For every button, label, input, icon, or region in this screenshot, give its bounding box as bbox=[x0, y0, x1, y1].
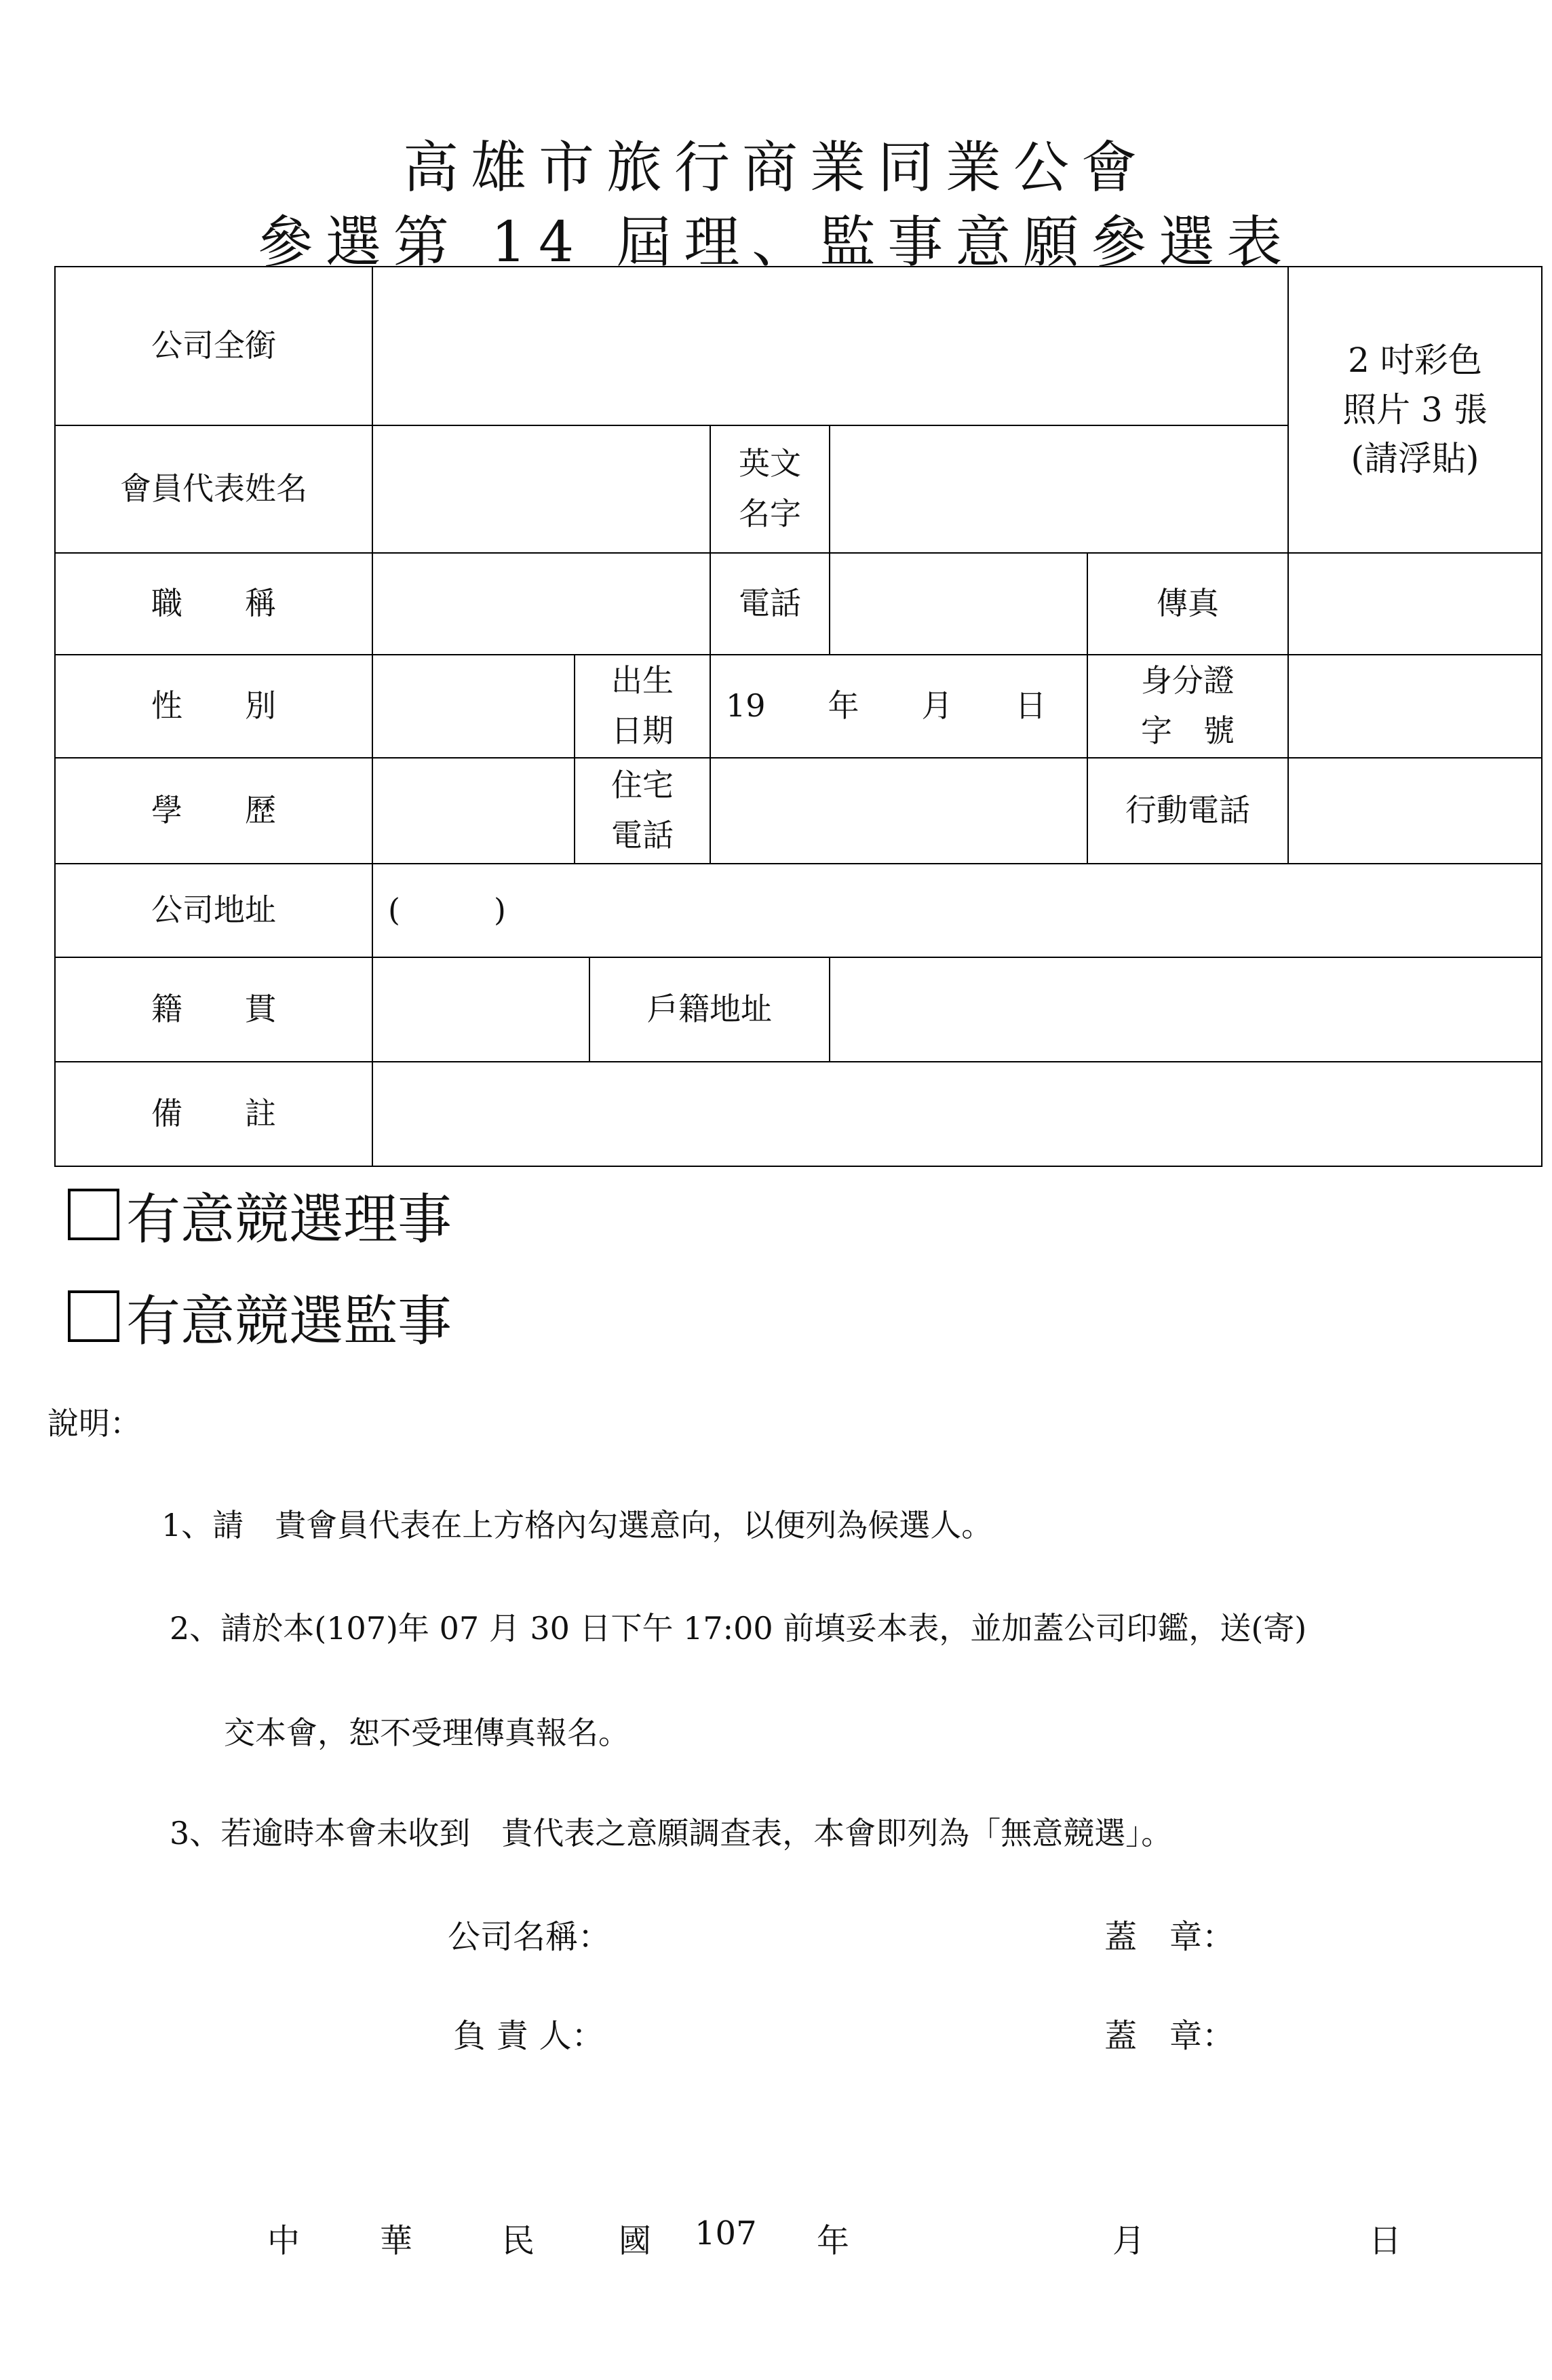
note-item-3: 3、若逾時本會未收到 貴代表之意願調查表，本會即列為「無意競選」。 bbox=[170, 1815, 1173, 1851]
company-address-field[interactable] bbox=[372, 863, 1543, 958]
date-day-label: 日 bbox=[1369, 2222, 1402, 2260]
home-phone-label bbox=[574, 757, 711, 864]
home-phone-label-line2: 電話 bbox=[611, 817, 674, 853]
company-address-label: 公司地址 bbox=[54, 863, 373, 958]
seal-label-2: 蓋 章： bbox=[1104, 2017, 1235, 2055]
company-name-field[interactable] bbox=[372, 266, 1289, 426]
supervisor-option-label: 有意競選監事 bbox=[126, 1289, 452, 1353]
id-number-label-line2: 字 號 bbox=[1141, 712, 1235, 749]
company-name-label: 公司全銜 bbox=[54, 266, 373, 426]
director-option-label: 有意競選理事 bbox=[126, 1187, 452, 1251]
form-title-association: 高雄市旅行商業同業公會 bbox=[402, 136, 1149, 200]
seal-label-1: 蓋 章： bbox=[1104, 1918, 1235, 1956]
responsible-person-label: 負 責 人： bbox=[453, 2017, 604, 2055]
rep-name-label: 會員代表姓名 bbox=[54, 425, 373, 554]
rep-name-field[interactable] bbox=[372, 425, 711, 554]
date-guo: 國 bbox=[619, 2222, 652, 2260]
gender-label: 性 別 bbox=[54, 654, 373, 759]
director-option bbox=[68, 1181, 452, 1251]
form-title-election: 參選第 14 屆理、監事意願參選表 bbox=[257, 210, 1295, 275]
id-number-field[interactable] bbox=[1287, 654, 1543, 759]
mobile-label: 行動電話 bbox=[1087, 757, 1289, 864]
remarks-label: 備 註 bbox=[54, 1061, 373, 1167]
remarks-field[interactable] bbox=[372, 1061, 1543, 1167]
photo-text-line2: 照片 3 張 bbox=[1342, 389, 1488, 429]
birth-date-label-line2: 日期 bbox=[611, 712, 674, 749]
director-checkbox[interactable] bbox=[68, 1189, 119, 1240]
id-number-label-line1: 身分證 bbox=[1141, 662, 1235, 699]
mobile-field[interactable] bbox=[1287, 757, 1543, 864]
date-month-label: 月 bbox=[1112, 2222, 1146, 2260]
note-item-2-line1: 2、請於本(107)年 07 月 30 日下午 17:00 前填妥本表，並加蓋公司印鑑，送(寄) bbox=[170, 1610, 1307, 1647]
english-name-label-line1: 英文 bbox=[739, 445, 801, 482]
date-year-number: 107 bbox=[695, 2214, 757, 2252]
photo-text-line1: 2 吋彩色 bbox=[1348, 341, 1482, 381]
photo-box bbox=[1287, 266, 1543, 554]
birth-date-label bbox=[574, 654, 711, 759]
company-address-value: ( ) bbox=[388, 891, 506, 929]
home-phone-label-line1: 住宅 bbox=[611, 767, 674, 804]
english-name-field[interactable] bbox=[829, 425, 1289, 554]
note-item-2-line2: 交本會，恕不受理傳真報名。 bbox=[224, 1714, 629, 1751]
home-phone-field[interactable] bbox=[710, 757, 1088, 864]
native-place-label: 籍 貫 bbox=[54, 957, 373, 1062]
note-item-1: 1、請 貴會員代表在上方格內勾選意向，以便列為候選人。 bbox=[161, 1507, 993, 1543]
date-min: 民 bbox=[502, 2222, 535, 2260]
supervisor-option bbox=[68, 1282, 452, 1353]
job-title-field[interactable] bbox=[372, 552, 711, 655]
education-field[interactable] bbox=[372, 757, 575, 864]
household-address-field[interactable] bbox=[829, 957, 1543, 1062]
fax-field[interactable] bbox=[1287, 552, 1543, 655]
company-name-signature-label: 公司名稱： bbox=[448, 1918, 611, 1956]
job-title-label: 職 稱 bbox=[54, 552, 373, 655]
household-address-label: 戶籍地址 bbox=[589, 957, 830, 1062]
supervisor-checkbox[interactable] bbox=[68, 1290, 119, 1342]
birth-date-label-line1: 出生 bbox=[611, 662, 674, 699]
date-year-label: 年 bbox=[817, 2222, 850, 2260]
photo-text-line3: (請浮貼) bbox=[1351, 439, 1479, 479]
date-zhong: 中 bbox=[267, 2222, 300, 2260]
education-label: 學 歷 bbox=[54, 757, 373, 864]
english-name-label-line2: 名字 bbox=[739, 495, 801, 532]
birth-date-field[interactable] bbox=[710, 654, 1088, 759]
date-hua: 華 bbox=[380, 2222, 413, 2260]
id-number-label bbox=[1087, 654, 1289, 759]
gender-field[interactable] bbox=[372, 654, 575, 759]
english-name-label bbox=[710, 425, 830, 554]
native-place-field[interactable] bbox=[372, 957, 590, 1062]
fax-label: 傳真 bbox=[1087, 552, 1289, 655]
phone-field[interactable] bbox=[829, 552, 1088, 655]
phone-label: 電話 bbox=[710, 552, 830, 655]
notes-heading: 說明： bbox=[47, 1405, 141, 1442]
birth-date-value: 19 年 月 日 bbox=[726, 687, 1047, 725]
application-form-table bbox=[54, 266, 1543, 1167]
